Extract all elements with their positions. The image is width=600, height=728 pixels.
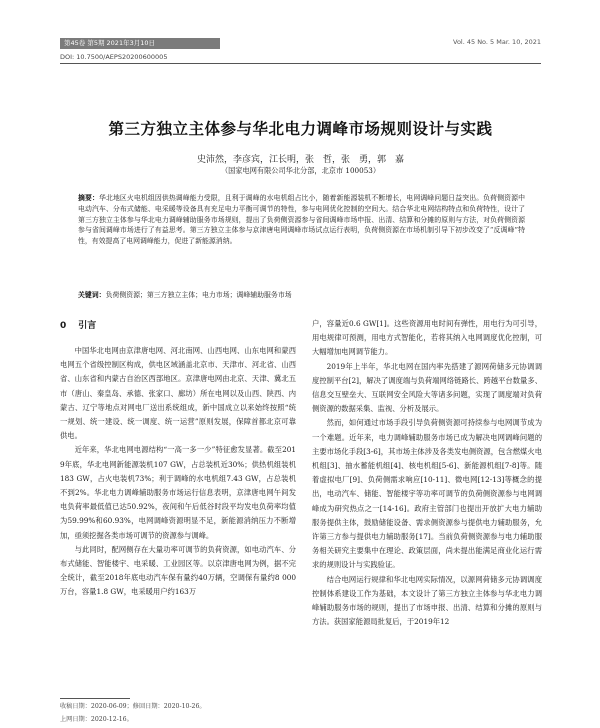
authors: 史沛然，李彦宾，江长明，张 哲，张 勇，郭 嘉 xyxy=(196,155,404,165)
journal-volume-en: Vol. 45 No. 5 Mar. 10, 2021 xyxy=(453,38,541,46)
footnote-rule xyxy=(60,698,130,699)
footnote-received: 收稿日期：2020-06-09；修回日期：2020-10-26。 xyxy=(60,703,206,710)
affiliation: （国家电网有限公司华北分部，北京市 100053） xyxy=(220,166,381,175)
abstract xyxy=(78,193,525,247)
paragraph: 2019年上半年，华北电网在国内率先搭建了源网荷储多元协调调度控制平台[2]，解决了调度端与负荷端网络链路长、跨越平台数量多、信息交互壁垒大、互联网安全风险大等诸多问题，实现了调度端对负荷侧资源的数据采集、监视、分析及展示。 xyxy=(312,361,542,414)
paragraph: 户，容量近0.6 GW[1]。这些资源用电时间有弹性，用电行为可引导，用电规律可预测，用电方式智能化，若将其纳入电网调度优化控制，可大幅增加电网调节能力。 xyxy=(312,319,542,357)
section-title: 引言 xyxy=(78,321,97,331)
journal-issue: 第45卷 第5期 2021年3月10日 xyxy=(64,39,155,47)
right-column xyxy=(312,317,542,629)
header-rule xyxy=(60,63,541,64)
section-heading xyxy=(60,319,296,333)
keywords xyxy=(78,290,525,301)
abstract-text: 华北地区火电机组因供热调峰能力受限，且利于调峰的水电机组占比小，随着新能源装机不断增长，电网调峰问题日益突出。负荷侧资源中电动汽车、分布式储能、电采暖等设备具有充足电力平衡可调节的特性，参与电网优化控制的空间大。结合华北电网结构特点和负荷特性，设计了第三方独立主体参与华北电力调峰辅助服务市场规则，提出了负荷侧资源参与省间调峰市场申报、出清、结算和分摊的原则与方法，对负荷侧资源参与省间调峰市场进行了有益思考。第三方独立主体参与京津唐电网调峰市场试点运行表明，负荷侧资源在市场机制引导下初步改变了“反调峰”特性，有效提高了电网调峰能力，促进了新能源消纳。 xyxy=(78,194,526,246)
paragraph: 结合电网运行规律和华北电网实际情况，以源网荷储多元协调调度控制体系建设工作为基础，本文设计了第三方独立主体参与华北电力调峰辅助服务市场的规则，提出了市场申报、出清、结算和分摊的原则与方法。获国家能源局批复后，于2019年12 xyxy=(312,574,542,627)
keywords-text: 负荷侧资源；第三方独立主体；电力市场；调峰辅助服务市场 xyxy=(105,291,292,299)
footnote-online: 上网日期：2020-12-16。 xyxy=(60,716,133,723)
left-column xyxy=(60,319,296,600)
abstract-label: 摘要： xyxy=(78,194,99,202)
paragraph: 然而，如何通过市场手段引导负荷侧资源可持续参与电网调节成为一个难题。近年来，电力调峰辅助服务市场已成为解决电网调峰问题的主要市场化手段[3-6]，其市场主体涉及各类发电侧资源，包含燃煤火电机组[3]、抽水蓄能机组[4]、核电机组[5-6]、新能源机组[7-8]等。随着虚拟电厂[9]、负荷侧需求响应[10-11]、微电网[12-13]等概念的提出，电动汽车、储能、智能楼宇等功率可调节的负荷侧资源参与电网调峰成为研究热点之一[14-16]。政府主管部门也提出开放扩大电力辅助服务提供主体，鼓励储能设备、需求侧资源参与提供电力辅助服务，允许第三方参与提供电力辅助服务[17]。当前负荷侧资源参与电力辅助服务相关研究主要集中在理论、政策层面，尚未提出能满足商业化运行需求的规则设计与实践验证。 xyxy=(312,418,542,570)
paragraph: 近年来，华北电网电源结构“一高一多一少”特征愈发显著。截至2019年底，华北电网新能源装机107 GW，占总装机近30%；供热机组装机183 GW，占火电装机73%；利于调峰的水电机组7.43 GW，占总装机不到2%。华北电力调峰辅助服务市场运行信息表明，京津唐电网午间发电负荷率最低值已达50.92%，夜间和午后低谷时段平均发电负荷率均值为59.99%和60.93%，电网调峰资源明显不足，新能源消纳压力不断增加，亟须挖掘各类市场可调节的资源参与调峰。 xyxy=(60,445,296,540)
paper-title: 第三方独立主体参与华北电力调峰市场规则设计与实践 xyxy=(108,120,493,138)
paragraph: 中国华北电网由京津唐电网、河北南网、山西电网、山东电网和蒙西电网五个省级控制区构成，供电区域涵盖北京市、天津市、河北省、山西省、山东省和内蒙古自治区西部地区。京津唐电网由北京、天津、冀北五市（唐山、秦皇岛、承德、张家口、廊坊）所在电网以及山西、陕西、内蒙古、辽宁等地点对网电厂送出系统组成，新中国成立以来始终按照“统一规划、统一建设、统一调度、统一运营”原则发展，保障首都北京可靠供电。 xyxy=(60,346,296,441)
doi: DOI: 10.7500/AEPS20200600005 xyxy=(60,53,168,61)
section-number: 0 xyxy=(60,321,67,331)
journal-issue-bar xyxy=(60,38,220,49)
keywords-label: 关键词： xyxy=(78,291,106,299)
paragraph: 与此同时，配网侧存在大量功率可调节的负荷资源，如电动汽车、分布式储能、智能楼宇、电采暖、工业园区等。以京津唐电网为例，据不完全统计，截至2018年底电动汽车保有量约40万辆，空调保有量约8 000万台，容量1.8 GW，电采暖用户约163万 xyxy=(60,544,296,597)
